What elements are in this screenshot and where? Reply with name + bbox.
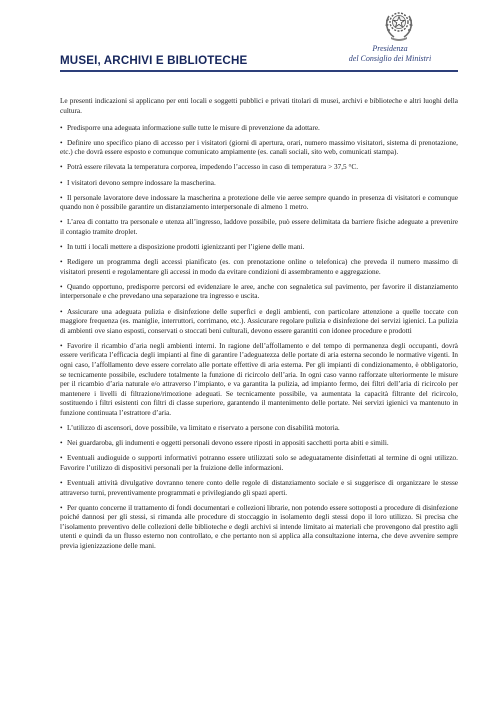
bullet-item: [60, 124, 458, 134]
bullet-text: L’utilizzo di ascensori, dove possibile, va limitato e riservato a persone con disabilità motoria.: [67, 424, 340, 433]
document-body: [60, 97, 458, 557]
bullet-item: [60, 179, 458, 189]
bullet-text: In tutti i locali mettere a disposizione prodotti igienizzanti per l’igiene delle mani.: [67, 243, 305, 252]
bullet-text: Redigere un programma degli accessi pianificato (es. con prenotazione online o telefonica) che preveda il numero massimo di visitatori presenti e regolamentare gli accessi in modo da evitare condizioni di assembramento e aggregazione.: [60, 258, 458, 276]
bullet-text: Nei guardaroba, gli indumenti e oggetti personali devono essere riposti in appositi sacchetti porta abiti e simili.: [67, 439, 389, 448]
bullet-marker: •: [60, 478, 63, 487]
bullet-text: Potrà essere rilevata la temperatura corporea, impedendo l’accesso in caso di temperatura > 37,5 °C.: [67, 163, 359, 172]
bullet-list: [60, 124, 458, 552]
bullet-text: Assicurare una adeguata pulizia e disinfezione delle superfici e degli ambienti, con particolare attenzione a quelle toccate con maggiore frequenza (es. maniglie, interruttori, corrimano, etc.). Assicurare regolare pulizia e disinfezione dei servizi igienici. La pulizia di ambienti ove siano esposti, conservati o stoccati beni culturali, devono essere garantiti con idonee procedure e prodotti: [60, 307, 458, 335]
organization-line-1: Presidenza: [372, 44, 408, 53]
bullet-item: [60, 342, 458, 419]
bullet-marker: •: [60, 258, 63, 267]
bullet-item: [60, 479, 458, 498]
bullet-marker: •: [60, 193, 63, 202]
bullet-item: [60, 454, 458, 473]
bullet-text: L’area di contatto tra personale e utenza all’ingresso, laddove possibile, può essere delimitata da barriere fisiche adeguate a prevenire il contagio tramite droplet.: [60, 218, 458, 236]
bullet-marker: •: [60, 439, 63, 448]
bullet-marker: •: [60, 282, 63, 291]
bullet-item: [60, 424, 458, 434]
bullet-item: [60, 218, 458, 237]
intro-paragraph: Le presenti indicazioni si applicano per enti locali e soggetti pubblici e privati titolari di musei, archivi e biblioteche e altri luoghi della cultura.: [60, 97, 458, 115]
bullet-marker: •: [60, 218, 63, 227]
bullet-text: Eventuali attività divulgative dovranno tenere conto delle regole di distanziamento sociale e si suggerisce di organizzare le stesse attraverso turni, preventivamente programmati e privilegiando gli spazi aperti.: [60, 478, 458, 497]
bullet-marker: •: [60, 307, 63, 316]
bullet-marker: •: [60, 243, 63, 252]
bullet-text: Predisporre una adeguata informazione sulle tutte le misure di prevenzione da adottare.: [67, 123, 320, 132]
bullet-marker: •: [60, 503, 63, 512]
bullet-text: Definire uno specifico piano di accesso per i visitatori (giorni di apertura, orari, numero massimo visitatori, sistema di prenotazione, etc.) che dovrà essere esposto e comunque comunicato ampiamente (es. canali sociali, sito web, comunicati stampa).: [60, 138, 458, 157]
bullet-marker: •: [60, 123, 63, 132]
bullet-item: [60, 439, 458, 449]
bullet-text: Quando opportuno, predisporre percorsi ed evidenziare le aree, anche con segnaletica sul pavimento, per favorire il distanziamento interpersonale e che prevedano una separazione tra ingresso e uscita.: [60, 282, 458, 301]
bullet-marker: •: [60, 178, 63, 187]
bullet-text: Favorire il ricambio d’aria negli ambienti interni. In ragione dell’affollamento e del tempo di permanenza degli occupanti, dovrà essere verificata l’efficacia degli impianti al fine di garantire l’adeguatezza delle portate di aria esterna secondo le normative vigenti. In ogni caso, l’affollamento deve essere correlato alle portate effettive di aria esterna. Per gli impianti di condizionamento, è obbligatorio, se tecnicamente possibile, escludere totalmente la funzione di ricircolo dell’aria. In ogni caso vanno rafforzate ulteriormente le misure per il ricambio d’aria naturale e/o attraverso l’impianto, e va garantita la pulizia, ad impianto fermo, dei filtri dell’aria di ricircolo per mantenere i livelli di filtrazione/rimozione adeguati. Se tecnicamente possibile, va aumentata la capacità filtrante del ricircolo, sostituendo i filtri esistenti con filtri di classe superiore, garantendo il mantenimento delle portate. Nei servizi igienici va mantenuto in funzione continuata l’estrattore d’aria.: [60, 341, 458, 417]
bullet-text: Per quanto concerne il trattamento di fondi documentari e collezioni librarie, non potendo essere sottoposti a procedure di disinfezione poiché dannosi per gli stessi, si rimanda alle procedure di stoccaggio in isolamento degli stessi dopo il loro utilizzo. Si precisa che l’isolamento preventivo delle collezioni delle biblioteche e degli archivi si intende limitato ai materiali che provengono dal prestito agli utenti e quindi da un flusso esterno non controllato, e che pertanto non si applica alla consultazione interna, che deve avvenire sempre previa igienizzazione delle mani.: [60, 503, 458, 550]
organization-line-2: del Consiglio dei Ministri: [348, 53, 432, 63]
bullet-item: [60, 139, 458, 158]
bullet-item: [60, 163, 458, 173]
bullet-marker: •: [60, 138, 63, 147]
page-title: MUSEI, ARCHIVI E BIBLIOTECHE: [60, 54, 248, 67]
bullet-item: [60, 258, 458, 277]
bullet-item: [60, 194, 458, 213]
bullet-marker: •: [60, 163, 63, 172]
organization-signature: [330, 44, 450, 63]
bullet-item: [60, 283, 458, 302]
italian-republic-emblem-icon: [382, 4, 416, 42]
bullet-marker: •: [60, 341, 63, 350]
bullet-marker: •: [60, 424, 63, 433]
bullet-text: Eventuali audioguide o supporti informativi potranno essere utilizzati solo se adeguatamente disinfettati al termine di ogni utilizzo. Favorire l’utilizzo di dispositivi personali per la fruizione delle informazioni.: [60, 454, 458, 472]
bullet-text: Il personale lavoratore deve indossare la mascherina a protezione delle vie aeree sempre quando in presenza di visitatori e comunque quando non è possibile garantire un distanziamento interpersonale di almeno 1 metro.: [60, 193, 458, 212]
bullet-marker: •: [60, 454, 63, 463]
title-divider: [60, 70, 458, 72]
bullet-text: I visitatori devono sempre indossare la mascherina.: [67, 178, 216, 187]
bullet-item: [60, 243, 458, 253]
bullet-item: [60, 504, 458, 552]
bullet-item: [60, 308, 458, 337]
